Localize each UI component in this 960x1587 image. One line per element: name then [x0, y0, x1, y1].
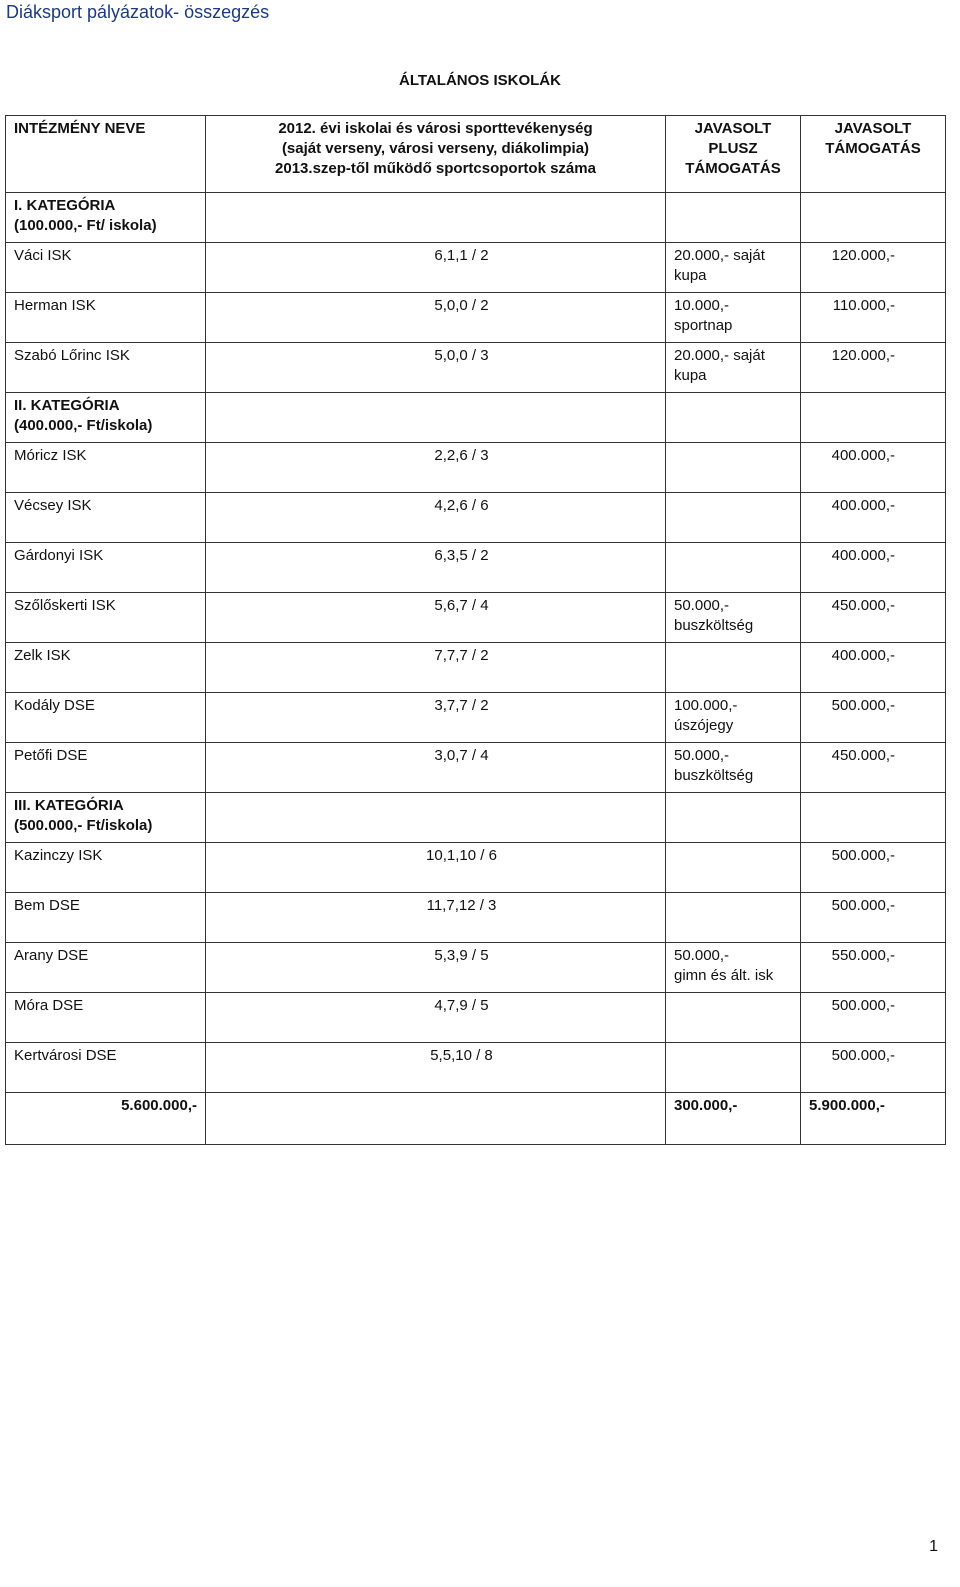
header-name-text: INTÉZMÉNY NEVE	[14, 120, 146, 137]
plus-support	[666, 743, 801, 793]
institution-name	[6, 643, 206, 693]
table-row	[6, 843, 946, 893]
header-plus-l3: TÁMOGATÁS	[685, 160, 781, 177]
institution-name	[6, 543, 206, 593]
institution-name	[6, 693, 206, 743]
category-label-line-2: (400.000,- Ft/iskola)	[14, 417, 153, 434]
table-row	[6, 643, 946, 693]
activity-count-line-1: 2,2,6 / 3	[434, 447, 489, 464]
table-row	[6, 293, 946, 343]
institution-name	[6, 593, 206, 643]
category-row	[6, 793, 946, 843]
table-row	[6, 543, 946, 593]
category-empty	[801, 793, 946, 843]
institution-name-line-1: Móra DSE	[14, 997, 84, 1014]
category-label-line-1: II. KATEGÓRIA	[14, 397, 120, 414]
activity-count-line-1: 5,5,10 / 8	[430, 1047, 493, 1064]
table-row	[6, 443, 946, 493]
support-amount-line-1: 110.000,-	[832, 297, 895, 314]
plus-support	[666, 243, 801, 293]
plus-support-line-1: 20.000,- saját	[674, 247, 765, 264]
category-empty	[206, 193, 666, 243]
total-empty	[206, 1093, 666, 1145]
header-plus	[666, 116, 801, 193]
support-amount	[801, 843, 946, 893]
table-row	[6, 243, 946, 293]
activity-count	[206, 643, 666, 693]
plus-support	[666, 543, 801, 593]
institution-name-line-1: Kodály DSE	[14, 697, 95, 714]
total-support-line-1: 5.900.000,-	[809, 1097, 885, 1114]
category-empty	[666, 393, 801, 443]
institution-name-line-1: Kazinczy ISK	[14, 847, 103, 864]
header-activity-l1: 2012. évi iskolai és városi sporttevékenység	[278, 120, 593, 137]
support-amount	[801, 343, 946, 393]
plus-support-line-2: buszköltség	[674, 617, 754, 634]
header-activity-l2: (saját verseny, városi verseny, diákolimpia)	[281, 140, 590, 157]
support-amount-line-1: 450.000,-	[831, 747, 895, 764]
institution-name-line-1: Herman ISK	[14, 297, 96, 314]
institution-name	[6, 493, 206, 543]
section-title: ÁLTALÁNOS ISKOLÁK	[399, 72, 561, 89]
header-row	[6, 116, 946, 193]
total-row	[6, 1093, 946, 1145]
institution-name	[6, 893, 206, 943]
total-plus-line-1: 300.000,-	[674, 1097, 738, 1114]
institution-name	[6, 943, 206, 993]
plus-support-line-1: 20.000,- saját	[674, 347, 765, 364]
header-plus-l1: JAVASOLT	[694, 120, 772, 137]
header-activity-l3: 2013.szep-től működő sportcsoportok száma	[275, 160, 596, 177]
institution-name-line-1: Vécsey ISK	[14, 497, 92, 514]
plus-support	[666, 593, 801, 643]
institution-name-line-1: Petőfi DSE	[14, 747, 88, 764]
activity-count-line-1: 6,1,1 / 2	[434, 247, 489, 264]
category-empty	[801, 193, 946, 243]
institution-name-line-1: Kertvárosi DSE	[14, 1047, 117, 1064]
support-amount	[801, 643, 946, 693]
category-label-line-2: (500.000,- Ft/iskola)	[14, 817, 153, 834]
activity-count-line-1: 3,7,7 / 2	[434, 697, 489, 714]
plus-support	[666, 493, 801, 543]
institution-name	[6, 343, 206, 393]
institution-name-line-1: Szabó Lőrinc ISK	[14, 347, 130, 364]
header-plus-l2: PLUSZ	[708, 140, 758, 157]
activity-count	[206, 1043, 666, 1093]
institution-name-line-1: Zelk ISK	[14, 647, 71, 664]
institution-name	[6, 1043, 206, 1093]
table-row	[6, 1043, 946, 1093]
total-plus	[666, 1093, 801, 1145]
institution-name-line-1: Gárdonyi ISK	[14, 547, 104, 564]
table-row	[6, 743, 946, 793]
category-label-line-1: III. KATEGÓRIA	[14, 797, 124, 814]
category-empty	[666, 193, 801, 243]
document-title: Diáksport pályázatok- összegzés	[6, 2, 270, 22]
header-support-l2: TÁMOGATÁS	[825, 140, 921, 157]
plus-support	[666, 943, 801, 993]
plus-support-line-1: 50.000,-	[674, 747, 730, 764]
support-amount	[801, 293, 946, 343]
plus-support	[666, 293, 801, 343]
support-amount-line-1: 450.000,-	[831, 597, 895, 614]
activity-count	[206, 993, 666, 1043]
support-amount-line-1: 500.000,-	[831, 697, 895, 714]
category-empty	[801, 393, 946, 443]
institution-name-line-1: Arany DSE	[14, 947, 89, 964]
category-empty	[206, 393, 666, 443]
support-amount-line-1: 120.000,-	[831, 247, 895, 264]
table-row	[6, 943, 946, 993]
category-label	[6, 793, 206, 843]
header-support	[801, 116, 946, 193]
activity-count	[206, 343, 666, 393]
support-amount	[801, 893, 946, 943]
plus-support	[666, 843, 801, 893]
support-amount	[801, 943, 946, 993]
category-row	[6, 393, 946, 443]
table-row	[6, 993, 946, 1043]
activity-count-line-1: 5,0,0 / 3	[434, 347, 489, 364]
plus-support	[666, 343, 801, 393]
plus-support	[666, 443, 801, 493]
plus-support-line-2: úszójegy	[674, 717, 734, 734]
activity-count	[206, 493, 666, 543]
support-amount-line-1: 400.000,-	[831, 497, 895, 514]
total-base	[6, 1093, 206, 1145]
activity-count	[206, 543, 666, 593]
total-base-line-1: 5.600.000,-	[121, 1097, 197, 1114]
support-amount-line-1: 500.000,-	[831, 847, 895, 864]
activity-count-line-1: 7,7,7 / 2	[434, 647, 489, 664]
support-amount	[801, 743, 946, 793]
activity-count-line-1: 5,0,0 / 2	[434, 297, 489, 314]
activity-count	[206, 593, 666, 643]
activity-count	[206, 893, 666, 943]
support-amount	[801, 493, 946, 543]
total-support	[801, 1093, 946, 1145]
activity-count	[206, 693, 666, 743]
support-amount-line-1: 400.000,-	[831, 647, 895, 664]
support-amount	[801, 593, 946, 643]
plus-support-line-2: gimn és ált. isk	[674, 967, 774, 984]
category-row	[6, 193, 946, 243]
activity-count-line-1: 10,1,10 / 6	[426, 847, 497, 864]
activity-count	[206, 943, 666, 993]
activity-count-line-1: 5,3,9 / 5	[434, 947, 489, 964]
category-label	[6, 393, 206, 443]
support-amount-line-1: 400.000,-	[831, 447, 895, 464]
support-amount-line-1: 500.000,-	[831, 997, 895, 1014]
support-amount	[801, 693, 946, 743]
table-row	[6, 893, 946, 943]
plus-support	[666, 1043, 801, 1093]
support-amount	[801, 543, 946, 593]
institution-name-line-1: Váci ISK	[14, 247, 72, 264]
plus-support	[666, 693, 801, 743]
institution-name	[6, 293, 206, 343]
plus-support-line-2: kupa	[674, 267, 707, 284]
institution-name	[6, 843, 206, 893]
activity-count-line-1: 4,2,6 / 6	[434, 497, 489, 514]
activity-count-line-1: 11,7,12 / 3	[426, 897, 497, 914]
activity-count	[206, 843, 666, 893]
support-amount	[801, 243, 946, 293]
institution-name-line-1: Szőlőskerti ISK	[14, 597, 116, 614]
support-amount-line-1: 550.000,-	[831, 947, 895, 964]
support-amount-line-1: 500.000,-	[831, 1047, 895, 1064]
support-amount	[801, 443, 946, 493]
activity-count	[206, 443, 666, 493]
table-row	[6, 693, 946, 743]
support-amount	[801, 1043, 946, 1093]
plus-support-line-1: 50.000,-	[674, 947, 730, 964]
institution-name	[6, 993, 206, 1043]
institution-name	[6, 443, 206, 493]
summary-table	[5, 115, 946, 1145]
plus-support	[666, 643, 801, 693]
plus-support-line-1: 10.000,-	[674, 297, 730, 314]
table-row	[6, 343, 946, 393]
support-amount-line-1: 500.000,-	[831, 897, 895, 914]
activity-count	[206, 743, 666, 793]
header-activity	[206, 116, 666, 193]
institution-name-line-1: Móricz ISK	[14, 447, 87, 464]
activity-count	[206, 243, 666, 293]
activity-count-line-1: 3,0,7 / 4	[434, 747, 489, 764]
plus-support-line-2: kupa	[674, 367, 707, 384]
support-amount	[801, 993, 946, 1043]
plus-support-line-2: buszköltség	[674, 767, 754, 784]
institution-name	[6, 243, 206, 293]
header-name	[6, 116, 206, 193]
table-row	[6, 493, 946, 543]
support-amount-line-1: 400.000,-	[831, 547, 895, 564]
activity-count	[206, 293, 666, 343]
support-amount-line-1: 120.000,-	[831, 347, 895, 364]
institution-name-line-1: Bem DSE	[14, 897, 80, 914]
page-number: 1	[929, 1538, 938, 1555]
plus-support	[666, 993, 801, 1043]
header-support-l1: JAVASOLT	[834, 120, 912, 137]
category-label-line-1: I. KATEGÓRIA	[14, 197, 116, 214]
plus-support-line-2: sportnap	[674, 317, 733, 334]
plus-support-line-1: 100.000,-	[674, 697, 738, 714]
activity-count-line-1: 5,6,7 / 4	[434, 597, 489, 614]
table-row	[6, 593, 946, 643]
category-empty	[666, 793, 801, 843]
category-label-line-2: (100.000,- Ft/ iskola)	[14, 217, 157, 234]
activity-count-line-1: 4,7,9 / 5	[434, 997, 489, 1014]
plus-support	[666, 893, 801, 943]
plus-support-line-1: 50.000,-	[674, 597, 730, 614]
institution-name	[6, 743, 206, 793]
category-label	[6, 193, 206, 243]
category-empty	[206, 793, 666, 843]
activity-count-line-1: 6,3,5 / 2	[434, 547, 489, 564]
